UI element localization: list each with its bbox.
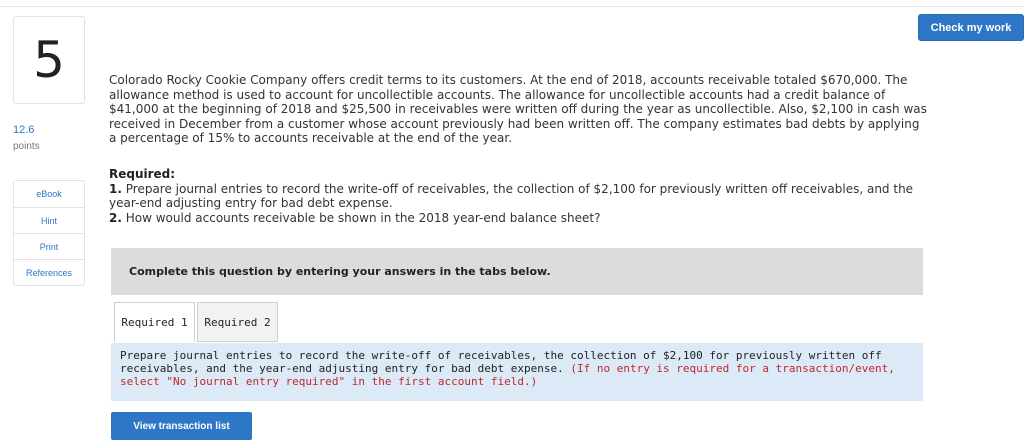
required-item-text: Prepare journal entries to record the write-off of receivables, the collection of $2,100 for previously written off receivables, and the year-end adjusting entry for bad debt expense. [109, 181, 914, 211]
print-link[interactable]: Print [14, 233, 84, 259]
required-item [109, 182, 929, 211]
hint-link[interactable]: Hint [14, 207, 84, 233]
required-title: Required: [109, 167, 176, 181]
points-value: 12.6 [13, 124, 35, 136]
complete-question-text: Complete this question by entering your answers in the tabs below. [129, 265, 551, 278]
required-item [109, 211, 929, 226]
tab-instructions [111, 343, 923, 401]
resource-links [13, 180, 85, 286]
required-item-number: 1. [109, 181, 122, 196]
tab-required-1[interactable]: Required 1 [114, 302, 195, 342]
view-transaction-list-button[interactable]: View transaction list [111, 412, 252, 440]
required-section [109, 167, 929, 225]
required-item-number: 2. [109, 210, 122, 225]
check-my-work-button[interactable]: Check my work [918, 14, 1024, 41]
problem-statement: Colorado Rocky Cookie Company offers credit terms to its customers. At the end of 2018, accounts receivable totaled $670,000. The allowance method is used to account for uncollectible accounts. The allowance for uncollectible accounts had a credit balance of $41,000 at the beginning of 2018 and $25,500 in receivables were written off during the year as uncollectible. Also, $2,100 in cash was received in December from a customer whose account previously had been written off. The company estimates bad debts by applying a percentage of 15% to accounts receivable at the end of the year. [109, 73, 927, 146]
top-divider [0, 6, 1024, 7]
complete-question-bar [111, 248, 923, 295]
question-number-box [13, 16, 85, 104]
tab-required-2[interactable]: Required 2 [197, 302, 278, 342]
instructions-note: (If no entry is required for a transaction/event, select "No journal entry required" in the first account field.) [120, 362, 895, 388]
question-number: 5 [33, 31, 65, 89]
answer-tabs [114, 302, 280, 342]
references-link[interactable]: References [14, 259, 84, 285]
required-item-text: How would accounts receivable be shown in the 2018 year-end balance sheet? [125, 210, 601, 225]
points-label: points [13, 141, 40, 152]
ebook-link[interactable]: eBook [36, 189, 62, 199]
instructions-main: Prepare journal entries to record the write-off of receivables, the collection of $2,100 for previously written off receivables, and the year-end adjusting entry for bad debt expense. [120, 349, 882, 375]
